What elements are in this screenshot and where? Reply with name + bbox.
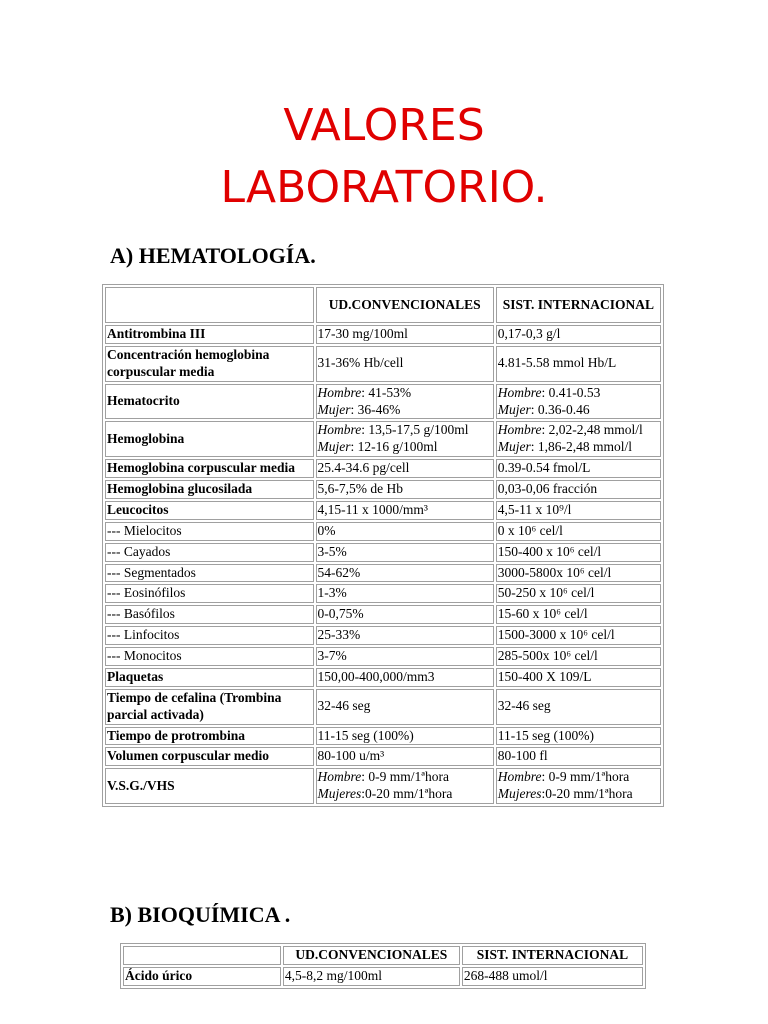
conventional-value: 3-7% (316, 647, 494, 666)
header-cell-conventional: UD.CONVENCIONALES (283, 946, 460, 965)
conventional-value: 150,00-400,000/mm3 (316, 668, 494, 687)
international-value: 15-60 x 10⁶ cel/l (496, 605, 661, 624)
table-row (105, 543, 661, 562)
sex-label: Hombre (317, 422, 362, 438)
parameter-name: --- Mielocitos (105, 522, 314, 541)
sex-label: Hombre (497, 384, 542, 400)
parameter-name: V.S.G./VHS (105, 768, 314, 804)
table-row (105, 727, 661, 746)
table-row (105, 325, 661, 344)
sex-label: Mujer (497, 439, 531, 455)
value-line (318, 439, 492, 456)
international-value: 0 x 10⁶ cel/l (496, 522, 661, 541)
table-row (105, 421, 661, 457)
header-cell-international: SIST. INTERNACIONAL (462, 946, 643, 965)
parameter-name: Plaquetas (105, 668, 314, 687)
reference-value: : 1,86-2,48 mmol/l (530, 439, 633, 455)
value-line (318, 385, 492, 402)
table-row (105, 459, 661, 478)
table-row (105, 480, 661, 499)
value-line (498, 385, 659, 402)
international-value (496, 768, 661, 804)
value-line (498, 786, 659, 803)
parameter-name: --- Basófilos (105, 605, 314, 624)
parameter-name: Concentración hemoglobina corpuscular media (105, 346, 314, 382)
reference-value: : 0-9 mm/1ªhora (361, 769, 449, 785)
international-value: 0,17-0,3 g/l (496, 325, 661, 344)
reference-value: : 0-9 mm/1ªhora (541, 769, 630, 785)
header-cell-conventional: UD.CONVENCIONALES (316, 287, 494, 323)
conventional-value: 4,5-8,2 mg/100ml (283, 967, 460, 986)
table-row (105, 668, 661, 687)
international-value: 0,03-0,06 fracción (496, 480, 661, 499)
reference-value: :0-20 mm/1ªhora (361, 786, 453, 802)
parameter-name: --- Eosinófilos (105, 584, 314, 603)
value-line (498, 402, 659, 419)
international-value: 11-15 seg (100%) (496, 727, 661, 746)
table-header-row (105, 287, 661, 323)
conventional-value: 25-33% (316, 626, 494, 645)
sex-label: Mujer (317, 401, 351, 417)
parameter-name: Hemoglobina (105, 421, 314, 457)
conventional-value: 5,6-7,5% de Hb (316, 480, 494, 499)
sex-label: Mujeres (497, 786, 542, 802)
international-value: 50-250 x 10⁶ cel/l (496, 584, 661, 603)
international-value: 0.39-0.54 fmol/L (496, 459, 661, 478)
international-value: 1500-3000 x 10⁶ cel/l (496, 626, 661, 645)
international-value: 285-500x 10⁶ cel/l (496, 647, 661, 666)
reference-value: : 2,02-2,48 mmol/l (541, 422, 643, 438)
conventional-value: 11-15 seg (100%) (316, 727, 494, 746)
conventional-value: 54-62% (316, 564, 494, 583)
conventional-value: 31-36% Hb/cell (316, 346, 494, 382)
sex-label: Mujer (497, 401, 531, 417)
parameter-name: Tiempo de protrombina (105, 727, 314, 746)
international-value (496, 421, 661, 457)
bioquimica-table (120, 943, 646, 989)
reference-value: : 0.41-0.53 (541, 384, 601, 400)
conventional-value (316, 768, 494, 804)
header-cell-international: SIST. INTERNACIONAL (496, 287, 661, 323)
header-cell-name (123, 946, 281, 965)
table-row (105, 647, 661, 666)
conventional-value: 1-3% (316, 584, 494, 603)
parameter-name: Antitrombina III (105, 325, 314, 344)
table-row (105, 605, 661, 624)
value-line (318, 769, 492, 786)
conventional-value: 80-100 u/m³ (316, 747, 494, 766)
reference-value: : 0.36-0.46 (530, 401, 590, 417)
sex-label: Mujeres (317, 786, 362, 802)
table-row (105, 768, 661, 804)
section-heading-bioquimica: B) BIOQUÍMICA . (110, 902, 291, 927)
parameter-name: Ácido úrico (123, 967, 281, 986)
table-row (105, 522, 661, 541)
parameter-name: Tiempo de cefalina (Trombina parcial activada) (105, 689, 314, 725)
reference-value: : 36-46% (350, 401, 401, 417)
value-line (498, 422, 659, 439)
conventional-value: 17-30 mg/100ml (316, 325, 494, 344)
parameter-name: --- Cayados (105, 543, 314, 562)
table-row (105, 747, 661, 766)
table-row (105, 626, 661, 645)
conventional-value: 3-5% (316, 543, 494, 562)
table-row (105, 346, 661, 382)
conventional-value: 25.4-34.6 pg/cell (316, 459, 494, 478)
table-row (105, 384, 661, 420)
sex-label: Hombre (317, 384, 362, 400)
header-cell-name (105, 287, 314, 323)
reference-value: : 13,5-17,5 g/100ml (361, 422, 469, 438)
parameter-name: Hemoglobina glucosilada (105, 480, 314, 499)
parameter-name: Hematocrito (105, 384, 314, 420)
international-value (496, 384, 661, 420)
conventional-value: 0-0,75% (316, 605, 494, 624)
parameter-name: Volumen corpuscular medio (105, 747, 314, 766)
international-value: 150-400 X 109/L (496, 668, 661, 687)
reference-value: :0-20 mm/1ªhora (541, 786, 633, 802)
international-value: 80-100 fl (496, 747, 661, 766)
conventional-value: 0% (316, 522, 494, 541)
international-value: 4.81-5.58 mmol Hb/L (496, 346, 661, 382)
international-value: 32-46 seg (496, 689, 661, 725)
value-line (318, 422, 492, 439)
international-value: 3000-5800x 10⁶ cel/l (496, 564, 661, 583)
parameter-name: --- Segmentados (105, 564, 314, 583)
international-value: 150-400 x 10⁶ cel/l (496, 543, 661, 562)
hematologia-table (102, 284, 664, 807)
sex-label: Hombre (497, 422, 542, 438)
international-value: 268-488 umol/l (462, 967, 643, 986)
parameter-name: Leucocitos (105, 501, 314, 520)
value-line (318, 786, 492, 803)
parameter-name: --- Monocitos (105, 647, 314, 666)
reference-value: : 41-53% (361, 384, 412, 400)
value-line (498, 769, 659, 786)
sex-label: Hombre (317, 769, 362, 785)
parameter-name: Hemoglobina corpuscular media (105, 459, 314, 478)
value-line (498, 439, 659, 456)
conventional-value (316, 421, 494, 457)
page-title-line-1: VALORES (283, 100, 485, 151)
international-value: 4,5-11 x 10⁹/l (496, 501, 661, 520)
table-row (105, 501, 661, 520)
parameter-name: --- Linfocitos (105, 626, 314, 645)
table-row (105, 584, 661, 603)
table-row (123, 967, 643, 986)
conventional-value (316, 384, 494, 420)
page-title-line-2: LABORATORIO. (220, 162, 548, 213)
reference-value: : 12-16 g/100ml (350, 439, 438, 455)
value-line (318, 402, 492, 419)
conventional-value: 32-46 seg (316, 689, 494, 725)
table-header-row (123, 946, 643, 965)
table-row (105, 564, 661, 583)
conventional-value: 4,15-11 x 1000/mm³ (316, 501, 494, 520)
sex-label: Hombre (497, 769, 542, 785)
section-heading-hematologia: A) HEMATOLOGÍA. (110, 243, 316, 268)
table-row (105, 689, 661, 725)
sex-label: Mujer (317, 439, 351, 455)
